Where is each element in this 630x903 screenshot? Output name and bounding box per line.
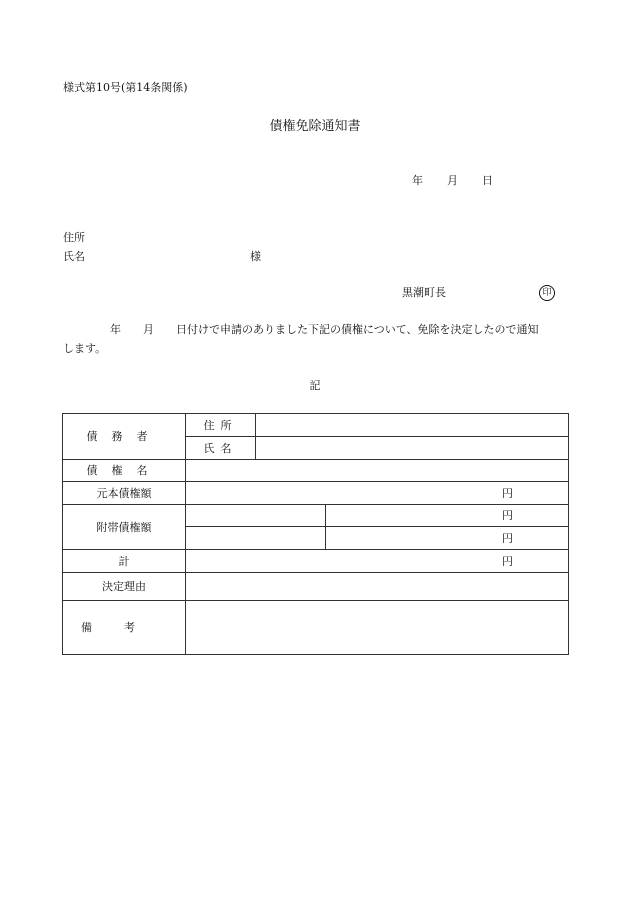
table-row	[63, 601, 569, 655]
table-name-label: 氏名	[203, 441, 238, 455]
claim-name-label: 債権名	[86, 464, 162, 477]
claim-name-label-cell	[63, 460, 186, 482]
remarks-value-cell	[186, 601, 569, 655]
day-label: 日	[482, 174, 493, 187]
ancillary-label: 附帯債権額	[96, 520, 152, 534]
claim-table	[62, 413, 569, 655]
ancillary-yen-cell-2	[326, 527, 569, 550]
name-label-cell	[186, 437, 256, 460]
table-row	[63, 573, 569, 601]
ancillary-type-cell-2	[186, 527, 326, 550]
table-row	[63, 460, 569, 482]
ancillary-type-cell-1	[186, 505, 326, 527]
table-row	[63, 482, 569, 505]
ancillary-yen-cell-1	[326, 505, 569, 527]
month-label: 月	[447, 174, 458, 187]
table-row	[63, 505, 569, 527]
year-label: 年	[412, 174, 423, 187]
yen-unit: 円	[502, 554, 513, 568]
seal-mark: 印	[539, 285, 555, 301]
total-label: 計	[118, 554, 130, 568]
yen-unit: 円	[502, 486, 513, 500]
issuer-name: 黒潮町長	[402, 286, 446, 299]
address-label-cell	[186, 414, 256, 437]
body-text-line1: 年 月 日付けで申請のありました下記の債権について、免除を決定したので通知	[110, 323, 539, 336]
principal-label: 元本債権額	[96, 486, 152, 500]
honorific: 様	[250, 250, 261, 263]
body-text-line2: します。	[63, 342, 107, 355]
total-yen-cell	[186, 550, 569, 573]
reason-label-cell	[63, 573, 186, 601]
table-row	[63, 414, 569, 437]
recipient-name-label: 氏名	[63, 250, 85, 263]
ki-label: 記	[309, 379, 321, 392]
form-number: 様式第10号(第14条関係)	[63, 81, 188, 94]
remarks-label-cell	[63, 601, 186, 655]
debtor-label: 債務者	[86, 430, 162, 443]
name-value-cell	[256, 437, 569, 460]
document-title: 債権免除通知書	[269, 119, 361, 134]
principal-label-cell	[63, 482, 186, 505]
address-value-cell	[256, 414, 569, 437]
total-label-cell	[63, 550, 186, 573]
reason-value-cell	[186, 573, 569, 601]
table-row	[63, 550, 569, 573]
debtor-label-cell	[63, 414, 186, 460]
recipient-address-label: 住所	[63, 231, 85, 244]
ancillary-label-cell	[63, 505, 186, 550]
yen-unit: 円	[502, 531, 513, 545]
reason-label: 決定理由	[102, 580, 146, 593]
remarks-label: 備考	[81, 621, 167, 634]
principal-yen-cell	[186, 482, 569, 505]
date-line	[412, 175, 493, 186]
table-address-label: 住所	[203, 418, 238, 432]
yen-unit: 円	[502, 509, 513, 522]
claim-name-value-cell	[186, 460, 569, 482]
